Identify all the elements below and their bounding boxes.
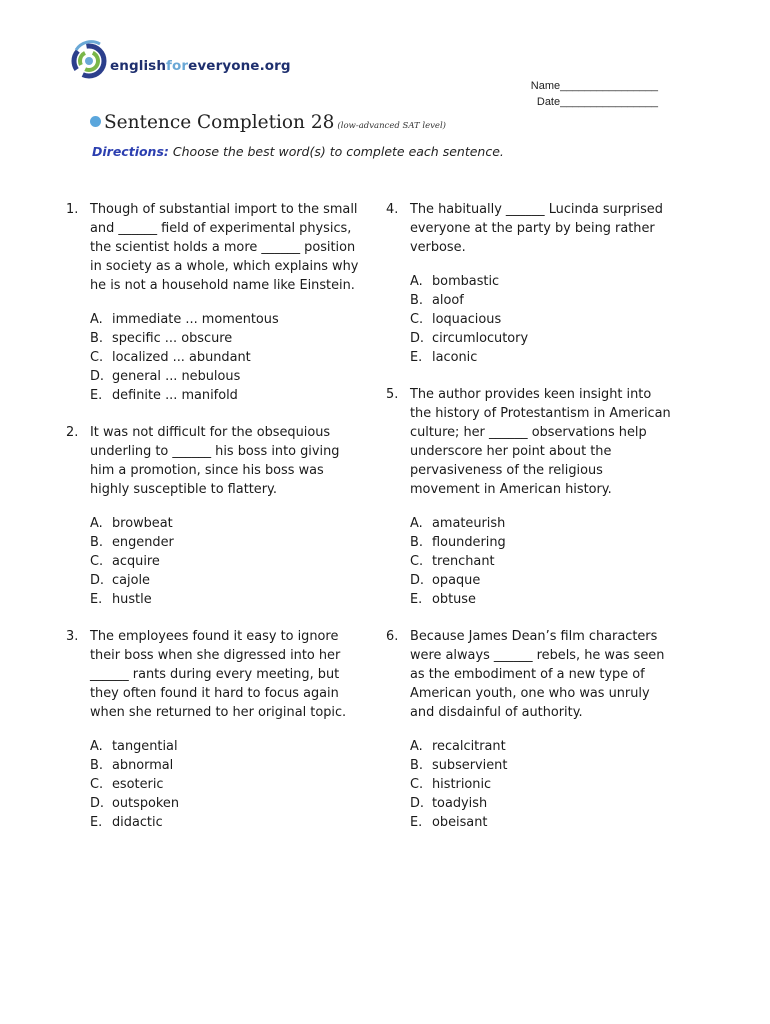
question-number: 6. [386,629,399,644]
title-level: (low-advanced SAT level) [337,121,446,131]
logo-text-english: english [110,58,167,74]
option-text: immediate ... momentous [112,312,279,327]
question-5 [386,385,671,609]
option-text: circumlocutory [432,331,529,346]
page-title [90,112,446,133]
option-letter: E. [410,350,423,365]
answer-option[interactable] [410,272,671,291]
option-letter: B. [410,758,423,773]
answer-option[interactable] [90,367,366,386]
option-letter: C. [90,777,104,792]
answer-option[interactable] [410,552,671,571]
question-4 [386,200,671,367]
option-letter: B. [90,758,103,773]
option-text: tangential [112,739,178,754]
option-letter: E. [90,388,103,403]
option-letter: C. [90,350,104,365]
option-letter: E. [410,815,423,830]
answer-options [410,737,671,832]
option-text: histrionic [432,777,492,792]
answer-option[interactable] [90,813,366,832]
answer-option[interactable] [90,756,366,775]
answer-option[interactable] [410,571,671,590]
option-letter: B. [410,293,423,308]
option-letter: A. [410,274,423,289]
name-line[interactable]: Name________________ [530,80,658,92]
option-letter: E. [90,592,103,607]
option-text: esoteric [112,777,164,792]
option-text: floundering [432,535,506,550]
option-text: recalcitrant [432,739,506,754]
option-letter: D. [410,796,425,811]
option-letter: D. [90,573,105,588]
answer-options [410,272,671,367]
option-letter: A. [90,516,103,531]
option-letter: C. [90,554,104,569]
answer-options [90,310,366,405]
option-text: general ... nebulous [112,369,241,384]
question-stem: It was not difficult for the obsequious underling to ______ his boss into giving him a promotion, since his boss was highly susceptible to flattery. [90,425,340,497]
logo-text-everyone: everyone.org [188,58,291,74]
answer-options [90,737,366,832]
logo-text-for: for [166,58,189,74]
answer-option[interactable] [90,514,366,533]
directions-label: Directions: [92,144,169,159]
answer-option[interactable] [90,552,366,571]
directions-text: Choose the best word(s) to complete each sentence. [172,144,504,159]
option-text: abnormal [112,758,174,773]
option-letter: D. [410,331,425,346]
answer-option[interactable] [90,571,366,590]
option-letter: C. [410,554,424,569]
question-number: 5. [386,387,399,402]
answer-option[interactable] [90,329,366,348]
answer-option[interactable] [410,310,671,329]
option-text: specific ... obscure [112,331,233,346]
option-letter: C. [410,312,424,327]
option-text: definite ... manifold [112,388,238,403]
option-letter: A. [90,739,103,754]
answer-option[interactable] [90,348,366,367]
option-letter: D. [90,796,105,811]
left-column [66,200,366,850]
option-text: aloof [432,293,464,308]
option-text: bombastic [432,274,500,289]
question-stem: Because James Dean’s film characters were always ______ rebels, he was seen as the embodiment of a new type of American youth, one who was unruly and disdainful of authority. [410,629,665,720]
answer-option[interactable] [410,756,671,775]
answer-option[interactable] [410,291,671,310]
directions [92,144,504,159]
answer-option[interactable] [410,794,671,813]
question-number: 3. [66,629,79,644]
option-text: browbeat [112,516,173,531]
right-column [386,200,671,850]
option-letter: C. [410,777,424,792]
option-text: trenchant [432,554,495,569]
answer-option[interactable] [90,310,366,329]
date-line[interactable]: Date________________ [536,96,658,108]
option-text: engender [112,535,174,550]
option-letter: E. [90,815,103,830]
option-text: outspoken [112,796,180,811]
question-1 [66,200,366,405]
option-text: laconic [432,350,478,365]
question-3 [66,627,366,832]
question-stem: The author provides keen insight into the history of Protestantism in American culture; her ______ observations help underscore her point about the pervasiveness of the religious movement in American history. [410,387,671,497]
option-text: toadyish [432,796,488,811]
answer-options [410,514,671,609]
option-text: localized ... abundant [112,350,251,365]
option-letter: E. [410,592,423,607]
answer-option[interactable] [410,775,671,794]
option-letter: D. [410,573,425,588]
title-main: Sentence Completion 28 [104,112,335,133]
answer-option[interactable] [90,386,366,405]
answer-option[interactable] [90,533,366,552]
option-letter: B. [90,535,103,550]
option-text: opaque [432,573,481,588]
answer-option[interactable] [90,775,366,794]
answer-option[interactable] [410,737,671,756]
answer-option[interactable] [410,533,671,552]
option-letter: A. [90,312,103,327]
answer-option[interactable] [90,737,366,756]
answer-option[interactable] [410,514,671,533]
option-letter: A. [410,739,423,754]
option-text: subservient [432,758,508,773]
site-logo [70,38,300,88]
option-letter: B. [410,535,423,550]
answer-option[interactable] [410,813,671,832]
question-number: 2. [66,425,79,440]
question-stem: The habitually ______ Lucinda surprised everyone at the party by being rather verbose. [410,202,663,255]
option-letter: A. [410,516,423,531]
option-text: didactic [112,815,163,830]
option-text: loquacious [432,312,502,327]
globe-logo-icon [70,38,110,84]
option-letter: B. [90,331,103,346]
question-6 [386,627,671,832]
logo-text [110,58,291,74]
question-number: 1. [66,202,79,217]
answer-option[interactable] [410,590,671,609]
answer-option[interactable] [410,348,671,367]
option-text: obtuse [432,592,476,607]
option-text: acquire [112,554,160,569]
question-stem: The employees found it easy to ignore their boss when she digressed into her ______ rants during every meeting, but they often found it hard to focus again when she returned to her original topic. [90,629,347,720]
option-letter: D. [90,369,105,384]
title-bullet-icon [90,116,101,127]
option-text: cajole [112,573,150,588]
option-text: obeisant [432,815,488,830]
question-number: 4. [386,202,399,217]
answer-option[interactable] [410,329,671,348]
question-stem: Though of substantial import to the small and ______ field of experimental physics, the scientist holds a more ______ position in society as a whole, which explains why he is not a household name like Einstein. [90,202,359,293]
answer-options [90,514,366,609]
answer-option[interactable] [90,590,366,609]
name-date-fields [531,78,658,110]
answer-option[interactable] [90,794,366,813]
question-2 [66,423,366,609]
option-text: amateurish [432,516,506,531]
option-text: hustle [112,592,152,607]
